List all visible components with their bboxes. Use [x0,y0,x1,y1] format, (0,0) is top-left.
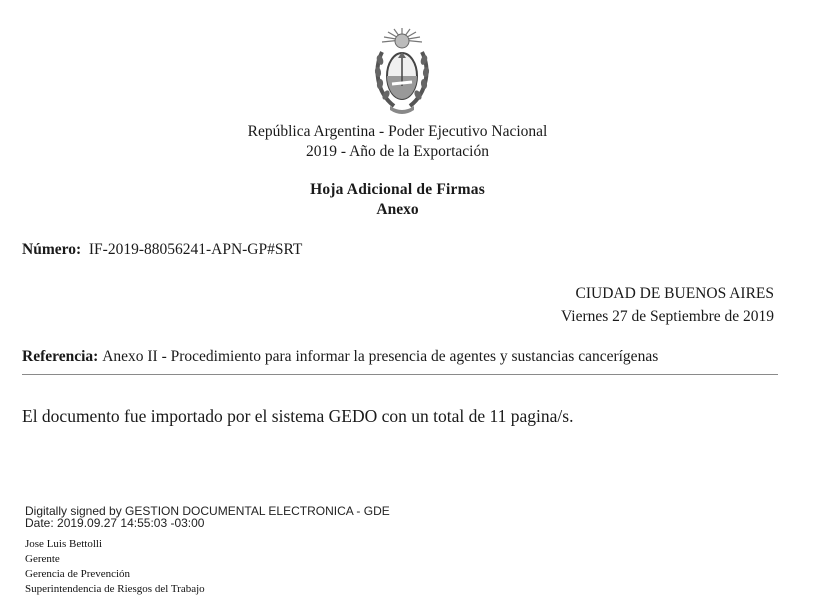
signer-organization: Superintendencia de Riesgos del Trabajo [25,583,205,595]
document-title: Hoja Adicional de Firmas [310,181,485,198]
referencia-field [22,347,658,367]
document-body-text: El documento fue importado por el sistema GEDO con un total de 11 pagina/s. [22,406,574,426]
referencia-label: Referencia: [22,348,99,365]
document-subtitle: Anexo [376,201,419,218]
signer-name: Jose Luis Bettolli [25,538,102,550]
signer-department: Gerencia de Prevención [25,568,131,580]
numero-value: IF-2019-88056241-APN-GP#SRT [88,241,303,258]
numero-field [22,240,302,260]
signer-role: Gerente [25,553,60,565]
referencia-value: Anexo II - Procedimiento para informar la presencia de agentes y sustancias cancerígenas [102,348,659,365]
header-year-line: 2019 - Año de la Exportación [306,143,489,160]
city-line: CIUDAD DE BUENOS AIRES [575,285,774,302]
coat-of-arms-icon [370,26,434,118]
section-divider [22,374,778,375]
numero-label: Número: [22,241,82,258]
signature-date-line: Date: 2019.09.27 14:55:03 -03:00 [25,516,205,530]
header-country-line: República Argentina - Poder Ejecutivo Nacional [247,123,548,140]
date-line: Viernes 27 de Septiembre de 2019 [561,308,774,325]
coat-of-arms-emblem [370,26,434,118]
digital-signature-line: Digitally signed by GESTION DOCUMENTAL ELECTRONICA - GDE [25,504,390,518]
